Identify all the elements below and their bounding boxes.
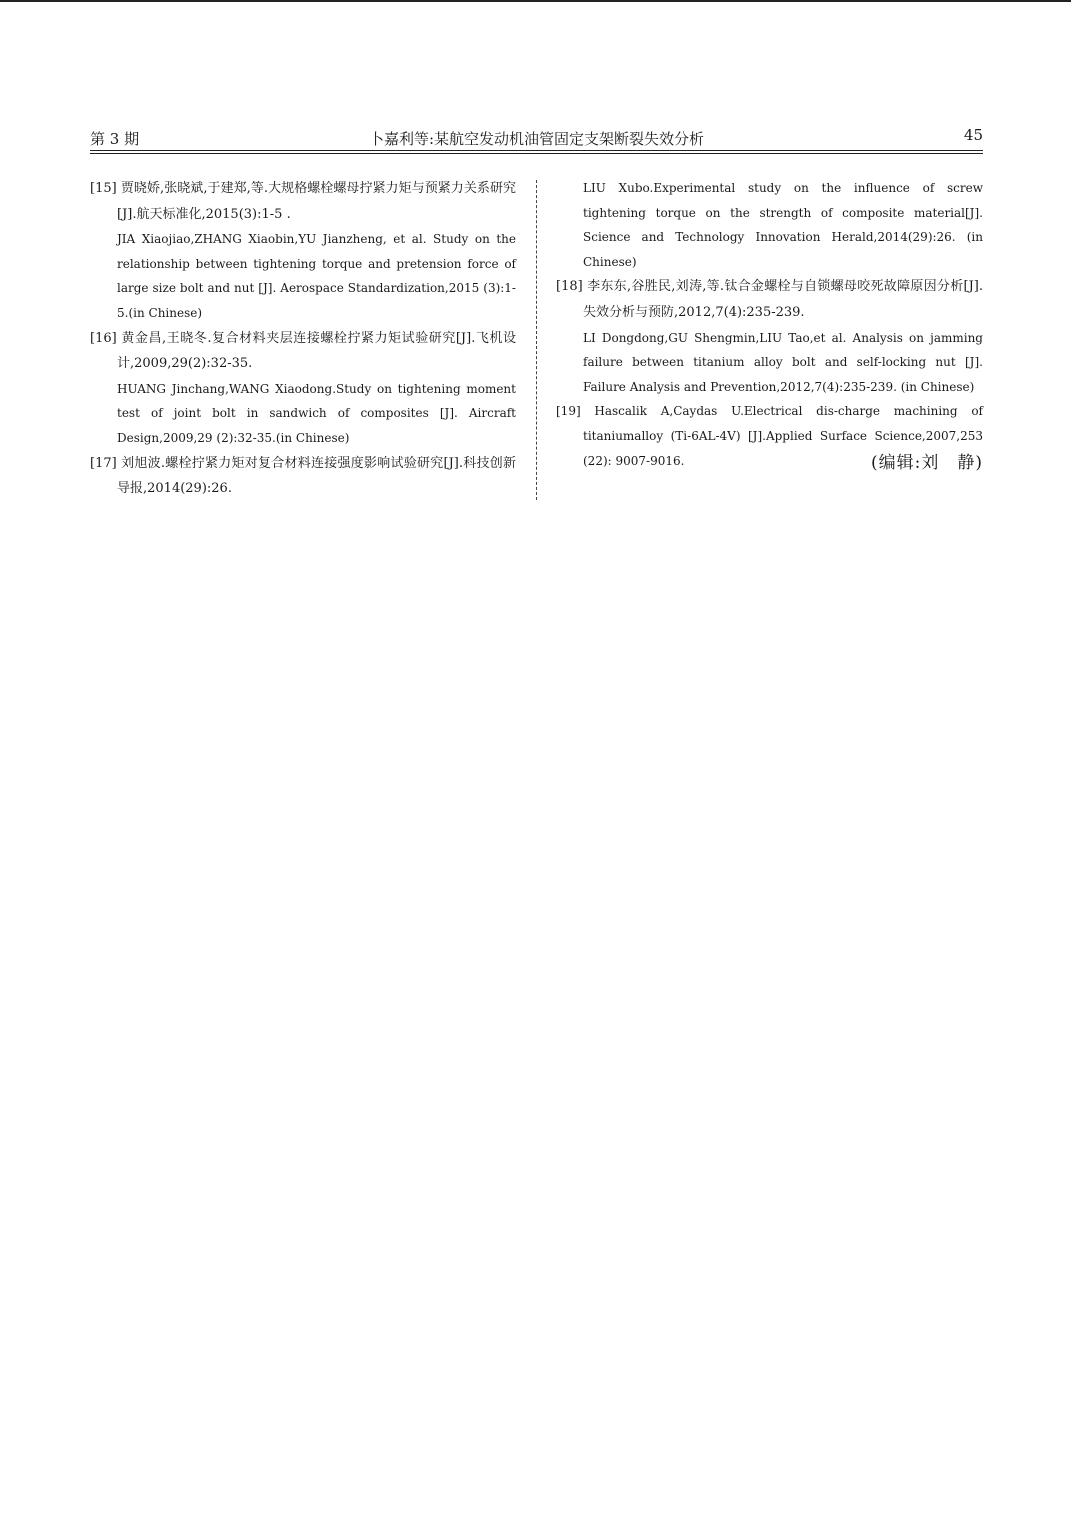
column-divider	[536, 180, 537, 500]
editor-note: (编辑:刘 静)	[871, 453, 983, 473]
running-title: 卜嘉利等:某航空发动机油管固定支架断裂失效分析	[368, 130, 705, 148]
reference-16-zh	[90, 326, 516, 377]
header-rule-secondary	[90, 153, 983, 154]
top-rule	[0, 0, 1071, 2]
reference-text: [15] 贾晓娇,张晓斌,于建郑,等.大规格螺栓螺母拧紧力矩与预紧力关系研究[J].航天标准化,2015(3):1-5 .	[90, 181, 516, 222]
reference-18-en: LI Dongdong,GU Shengmin,LIU Tao,et al. Analysis on jamming failure between titanium alloy bolt and self-locking nut [J]. Failure Analysis and Prevention,2012,7(4):235-239. (in Chinese)	[583, 330, 983, 394]
reference-17-en: LIU Xubo.Experimental study on the influence of screw tightening torque on the strength of composite material[J]. Science and Technology Innovation Herald,2014(29):26. (in Chinese)	[583, 181, 983, 269]
reference-19-en: [19] Hascalik A,Caydas U.Electrical dis-charge machining of titaniumalloy (Ti-6AL-4V) [J].Applied Surface Science,2007,253 (22): 9007-9016.	[556, 404, 983, 468]
page-number: 45	[963, 126, 983, 144]
reference-17-zh	[90, 451, 516, 502]
reference-15-zh	[90, 176, 516, 227]
issue-label: 第 3 期	[90, 130, 140, 148]
header-rule	[90, 150, 983, 151]
references-column-right	[556, 176, 983, 473]
references-column-left	[90, 176, 516, 502]
reference-text: [16] 黄金昌,王晓冬.复合材料夹层连接螺栓拧紧力矩试验研究[J].飞机设计,2009,29(2):32-35.	[90, 330, 516, 372]
reference-text: [17] 刘旭波.螺栓拧紧力矩对复合材料连接强度影响试验研究[J].科技创新导报,2014(29):26.	[90, 455, 516, 497]
reference-15-en: JIA Xiaojiao,ZHANG Xiaobin,YU Jianzheng, et al. Study on the relationship between tightening torque and pretension force of large size bolt and nut [J]. Aerospace Standardization,2015 (3):1-5.(in Chinese)	[117, 232, 516, 320]
reference-18-zh	[556, 274, 983, 325]
reference-text: [18] 李东东,谷胜民,刘涛,等.钛合金螺栓与自锁螺母咬死故障原因分析[J].失效分析与预防,2012,7(4):235-239.	[556, 279, 983, 320]
reference-16-en: HUANG Jinchang,WANG Xiaodong.Study on tightening moment test of joint bolt in sandwich of composites [J]. Aircraft Design,2009,29 (2):32-35.(in Chinese)	[117, 381, 516, 445]
